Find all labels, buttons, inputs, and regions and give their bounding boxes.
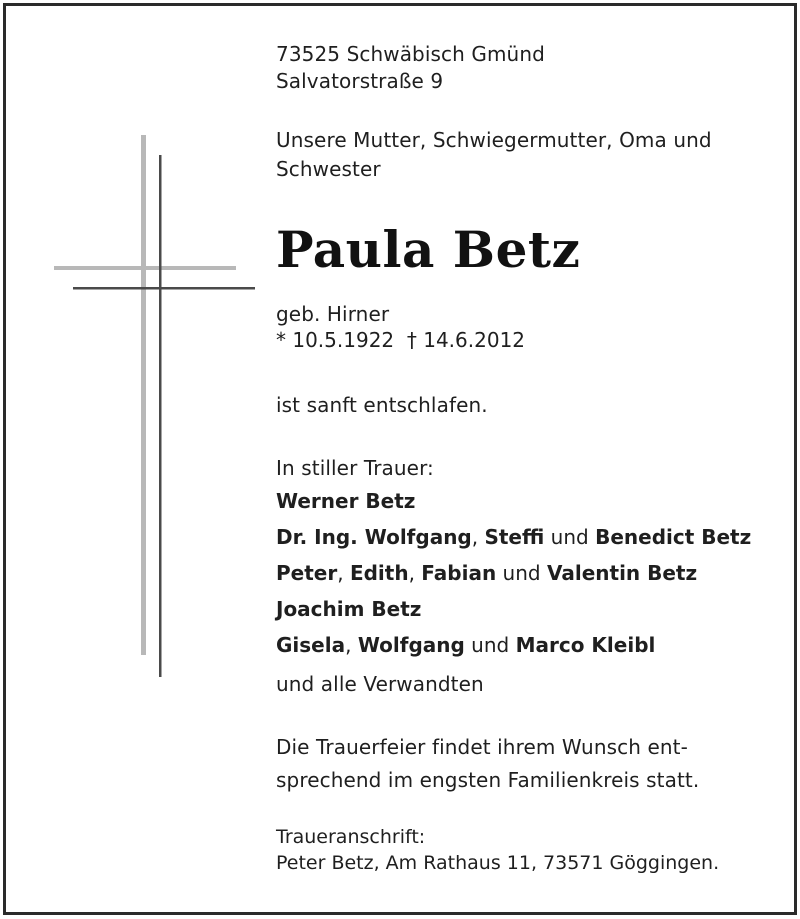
mourners-heading: In stiller Trauer: <box>276 456 434 480</box>
mourner-name: Steffi <box>484 525 545 549</box>
cross-dark-horizontal <box>73 287 255 290</box>
mourner-name: Joachim Betz <box>276 597 422 621</box>
mourner-name: Gisela <box>276 633 346 657</box>
separator: , <box>471 525 485 549</box>
intro-line2: Schwester <box>276 157 381 181</box>
separator: , <box>408 561 422 585</box>
statement: ist sanft entschlafen. <box>276 393 488 417</box>
address-line2: Salvatorstraße 9 <box>276 69 444 93</box>
intro-line1: Unsere Mutter, Schwiegermutter, Oma und <box>276 128 712 152</box>
mourner-name: Benedict Betz <box>595 525 752 549</box>
separator: , <box>337 561 350 585</box>
deceased-name: Paula Betz <box>276 220 581 279</box>
contact-address: Peter Betz, Am Rathaus 11, 73571 Göggingen. <box>276 852 720 874</box>
cross-light-horizontal <box>54 266 236 270</box>
address-line1: 73525 Schwäbisch Gmünd <box>276 42 545 66</box>
mourner-name: Fabian <box>421 561 497 585</box>
mourner-row-4 <box>276 597 421 621</box>
mourner-name: Dr. Ing. Wolfgang <box>276 525 472 549</box>
death-date: † 14.6.2012 <box>406 328 526 352</box>
contact-heading: Traueranschrift: <box>276 826 426 848</box>
service-line2: sprechend im engsten Familienkreis statt. <box>276 768 700 792</box>
maiden-name: geb. Hirner <box>276 302 390 326</box>
service-line1: Die Trauerfeier findet ihrem Wunsch ent- <box>276 735 688 759</box>
mourner-row-3 <box>276 561 697 585</box>
birth-date: * 10.5.1922 <box>276 328 395 352</box>
conjunction: und <box>544 525 596 549</box>
mourner-name: Edith <box>349 561 409 585</box>
cross-dark-vertical <box>159 155 162 677</box>
conjunction: und <box>496 561 547 585</box>
mourner-row-2 <box>276 525 751 549</box>
mourner-name: Valentin Betz <box>546 561 698 585</box>
cross-light-vertical <box>141 135 146 655</box>
life-dates <box>276 328 525 352</box>
mourner-name: Werner Betz <box>276 489 416 513</box>
mourner-row-1 <box>276 489 415 513</box>
separator: , <box>345 633 358 657</box>
mourners-others: und alle Verwandten <box>276 672 484 696</box>
mourner-name: Marco Kleibl <box>515 633 656 657</box>
conjunction: und <box>464 633 516 657</box>
mourner-name: Wolfgang <box>357 633 465 657</box>
mourner-name: Peter <box>276 561 338 585</box>
mourner-row-5 <box>276 633 655 657</box>
